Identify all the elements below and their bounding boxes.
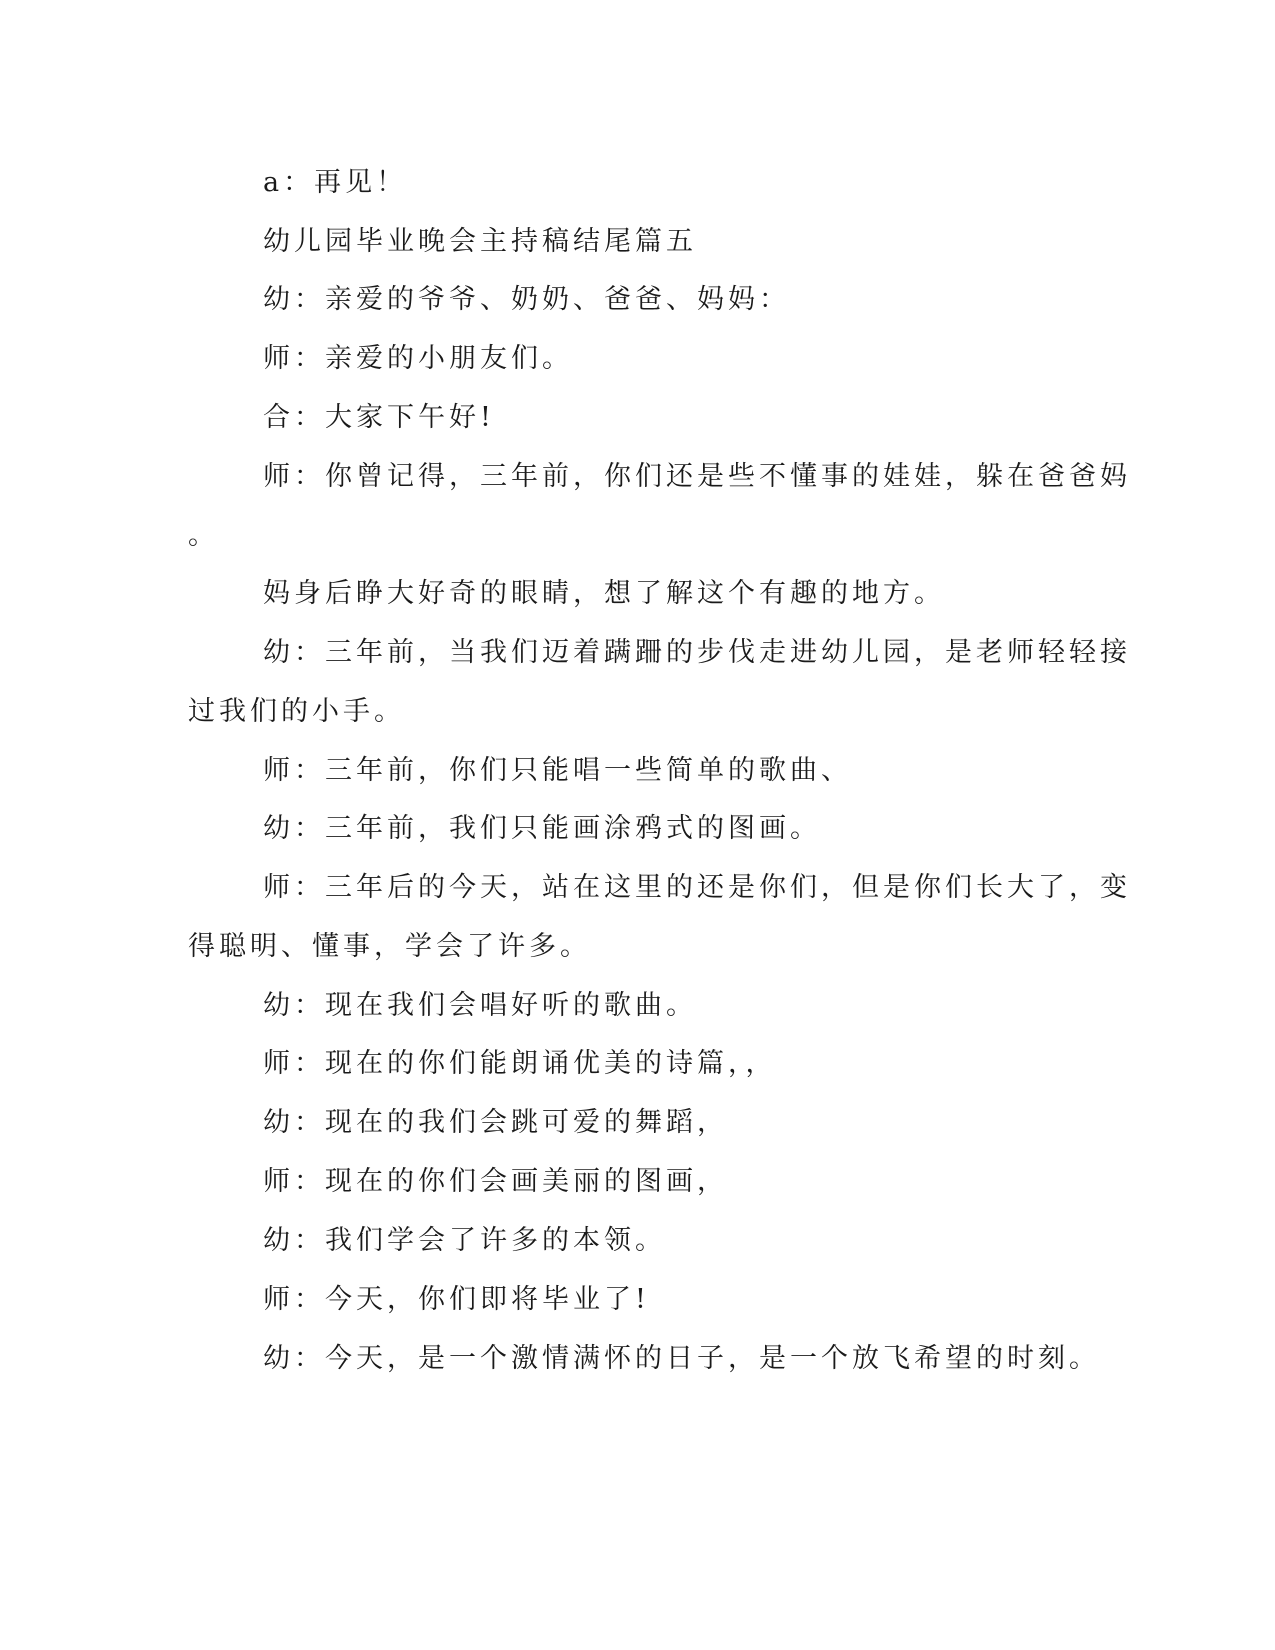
dialogue-line: 师：亲爱的小朋友们。 (263, 343, 573, 374)
dialogue-line: 幼：今天，是一个激情满怀的日子，是一个放飞希望的时刻。 (263, 1343, 1100, 1374)
dialogue-line: 幼：现在我们会唱好听的歌曲。 (263, 990, 697, 1021)
dialogue-line: 师：现在的你们能朗诵优美的诗篇，， (263, 1048, 777, 1079)
dialogue-line: 师：三年前，你们只能唱一些简单的歌曲、 (263, 755, 852, 786)
section-title: 幼儿园毕业晚会主持稿结尾篇五 (263, 226, 697, 257)
dialogue-line: 合：大家下午好! (263, 402, 495, 433)
continuation-line: 得聪明、懂事，学会了许多。 (188, 931, 591, 962)
dialogue-line: 师：三年后的今天，站在这里的还是你们，但是你们长大了，变 (263, 872, 1131, 903)
dialogue-line: 幼：我们学会了许多的本领。 (263, 1225, 666, 1256)
dialogue-line: 师：你曾记得，三年前，你们还是些不懂事的娃娃，躲在爸爸妈 (263, 461, 1131, 492)
dialogue-line: 师：今天，你们即将毕业了! (263, 1284, 650, 1315)
continuation-line: 。 (188, 520, 219, 551)
dialogue-line: a：再见！ (263, 167, 408, 198)
dialogue-line: 幼：亲爱的爷爷、奶奶、爸爸、妈妈： (263, 284, 790, 315)
dialogue-line: 幼：现在的我们会跳可爱的舞蹈， (263, 1107, 728, 1138)
dialogue-line: 幼：三年前，我们只能画涂鸦式的图画。 (263, 813, 821, 844)
continuation-line: 过我们的小手。 (188, 696, 405, 727)
dialogue-line: 妈身后睁大好奇的眼睛，想了解这个有趣的地方。 (263, 578, 945, 609)
dialogue-line: 幼：三年前，当我们迈着蹒跚的步伐走进幼儿园，是老师轻轻接 (263, 637, 1131, 668)
dialogue-line: 师：现在的你们会画美丽的图画， (263, 1166, 728, 1197)
